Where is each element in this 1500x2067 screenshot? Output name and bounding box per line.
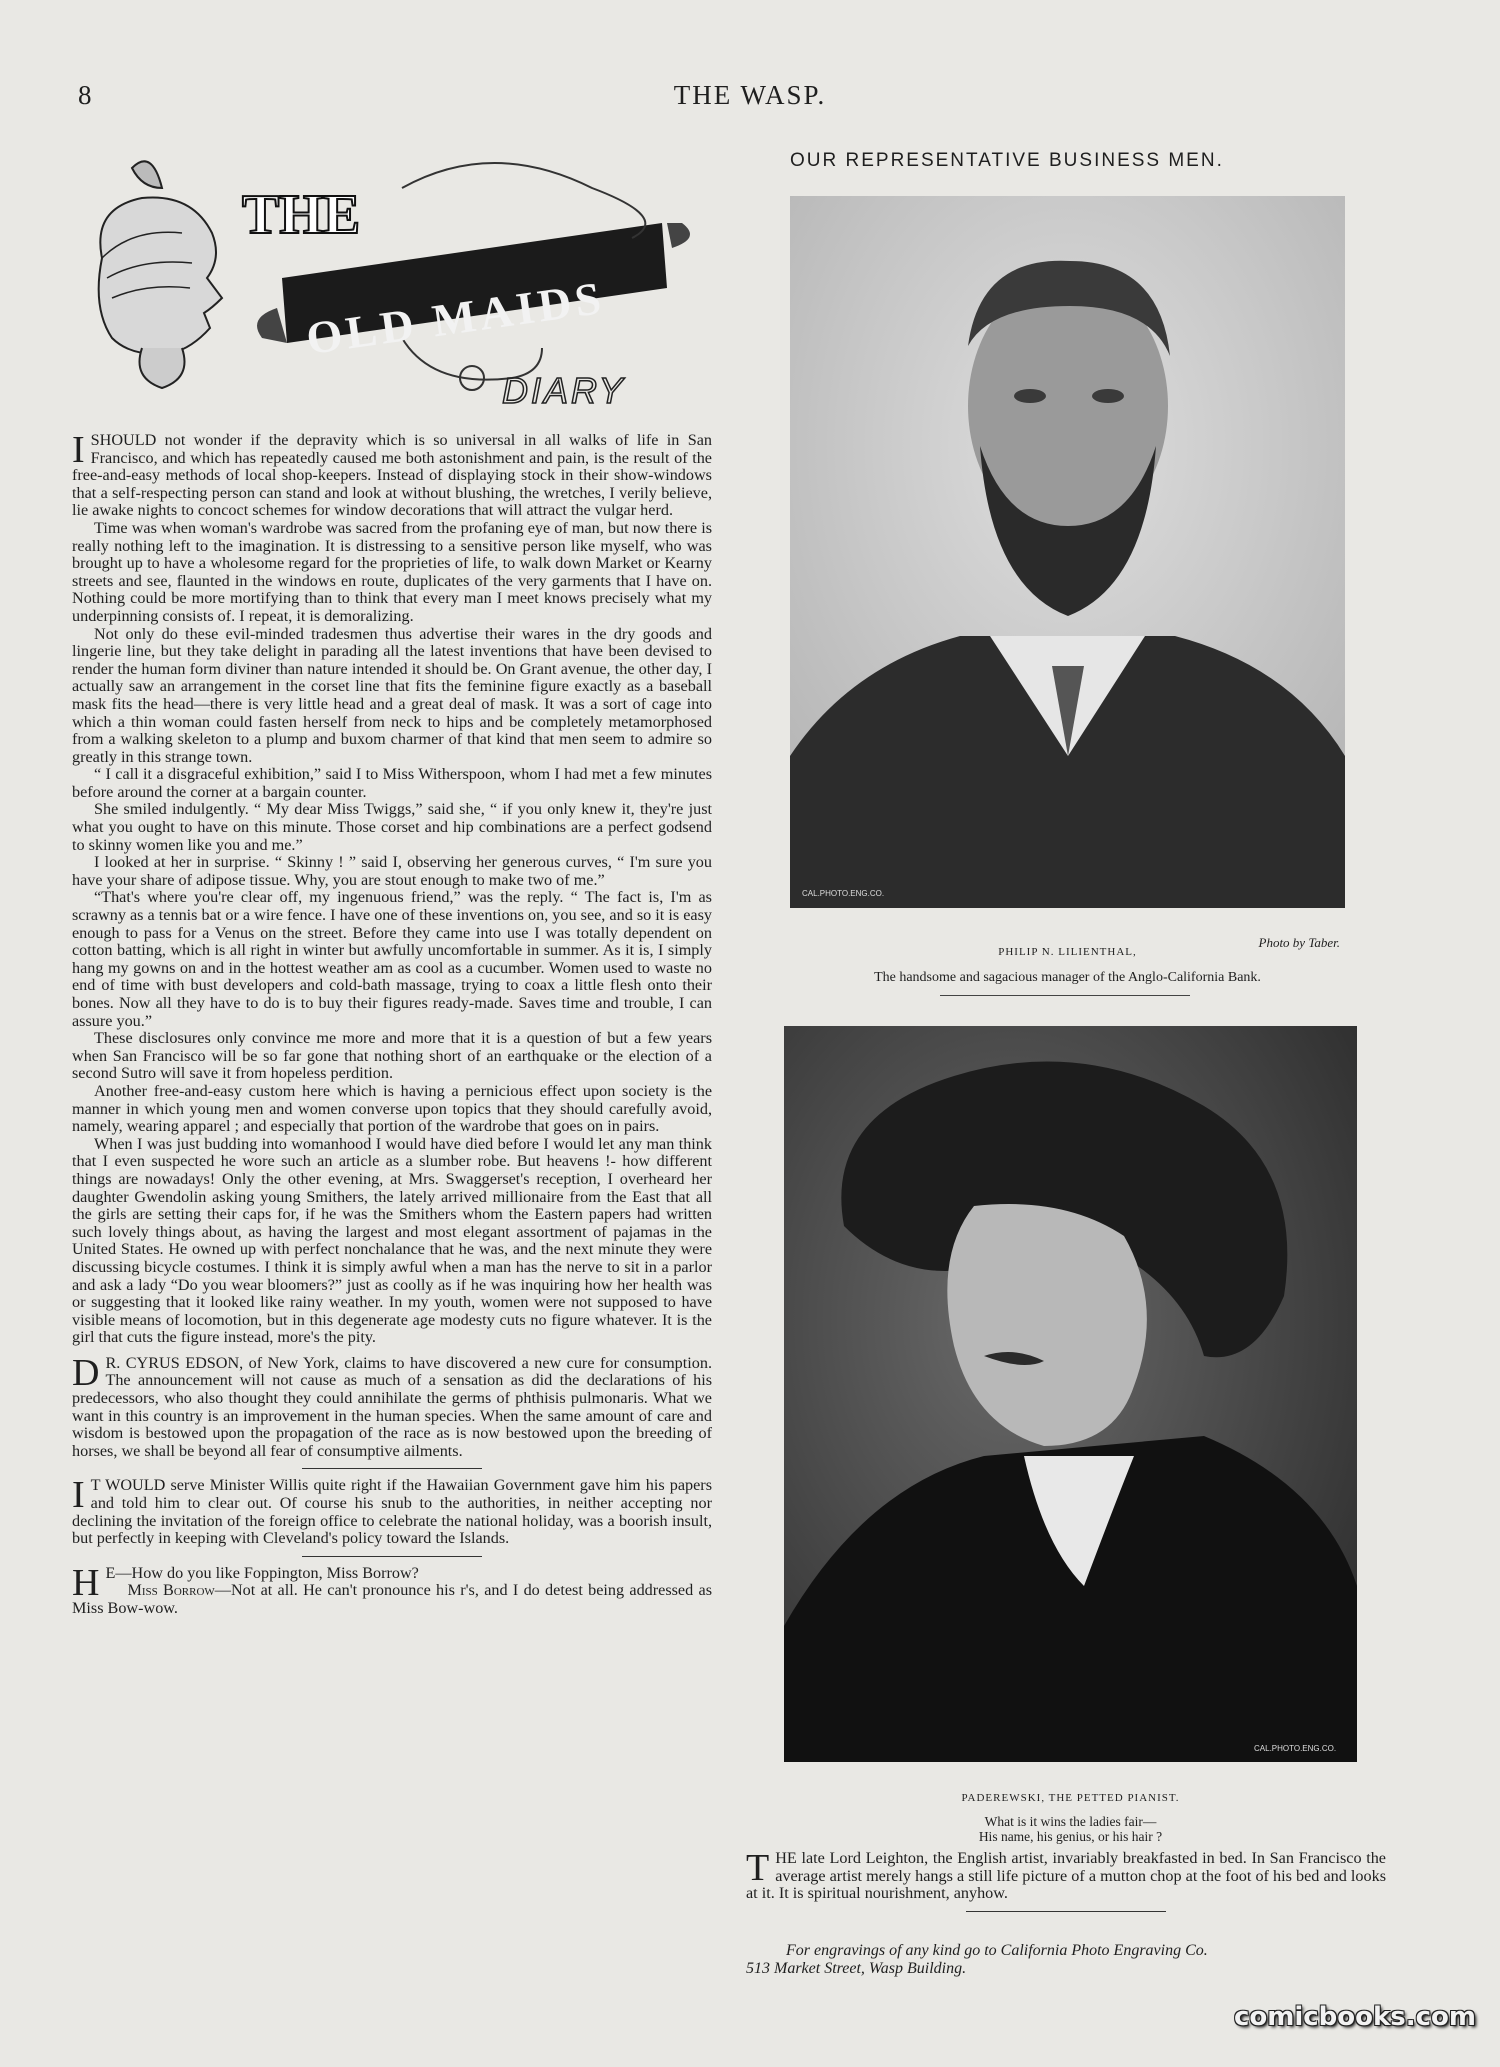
diary-paragraph: When I was just budding into womanhood I would have died before I would let any man think that I even suspected he wore such an article as a slumber robe. But heavens !- how different things are nowadays! Only the other evening, at Mrs. Swaggerset's reception, I overheard her daughter Gwendolin asking young Smithers, the lately arrived millionaire from the East that all the girls are setting their caps for, if he was the Smithers whom the Eastern papers had written such lovely things about, as having the largest and most elegant assortment of pajamas in the United States. He owned up with perfect nonchalance that he was, and the next minute they were discussing bicycle costumes. I think it is simply awful when a man has the nerve to sit in a parlor and ask a lady “Do you wear bloomers?” just as coolly as if he was inquiring how her health was or suggesting that it looked like rainy weather. In my youth, women were not supposed to have visible means of locomotion, but in this degenerate age modesty cuts no figure whatever. It is the girl that cuts the figure instead, more's the pity. — [72, 1134, 712, 1347]
foppington-line1: E—How do you like Foppington, Miss Borrow? — [105, 1563, 419, 1582]
divider-rule — [302, 1468, 482, 1469]
engraver-credit: CAL.PHOTO.ENG.CO. — [802, 889, 885, 898]
diary-paragraph: ISHOULD not wonder if the depravity which is so universal in all walks of life in San Francisco, and which has repeatedly caused me both astonishment and pain, is the result of the free-and-easy methods of local shop-keepers. Instead of displaying stock in their show-windows that a self-respecting person can stand and look at without blushing, the wretches, I verily believe, lie awake nights to concoct schemes for window decorations that will attract the vulgar herd. — [72, 429, 712, 520]
foppington-item — [72, 1561, 712, 1618]
drop-cap: I — [72, 429, 85, 471]
portrait-photo-paderewski — [784, 1026, 1357, 1762]
page-number: 8 — [78, 80, 92, 110]
divider-rule — [302, 1556, 482, 1557]
masthead-word-the: THE — [242, 184, 361, 246]
diary-paragraph: “That's where you're clear off, my ingenuous friend,” was the reply. “ The fact is, I'm as scrawny as a tennis bat or a wire fence. I have one of these inventions on, you see, and so it is easy enough to pass for a Venus on the street. Before they came into use I was totally dependent on cotton batting, which is all right in winter but awfully uncomfortable in summer. As it is, I simply hang my gowns on and in the hottest weather am as cool as a cucumber. Women used to waste no end of time with bust developers and cold-bath massage, trying to coax a little flesh onto their bones. Now all they have to do is to buy their figures ready-made. Saves time and trouble, I can assure you.” — [72, 888, 712, 1030]
portrait-description-caption: The handsome and sagacious manager of the Anglo-California Bank. — [874, 970, 1261, 985]
diary-paragraph: Another free-and-easy custom here which is having a pernicious effect upon society is the manner in which young men and women converse upon topics that they should carefully avoid, namely, wearing apparel ; and especially that portion of the wardrobe that goes on in pairs. — [72, 1081, 712, 1136]
portrait-photo-lilienthal — [790, 196, 1345, 908]
photo-credit: Photo by Taber. — [1258, 935, 1340, 950]
diary-article — [72, 429, 712, 1347]
willis-text: T WOULD serve Minister Willis quite right if the Hawaiian Government gave him his papers and told him to clear out. Of course his snub to the authorities, in neither accepting nor declining the invitation of the foreign office to celebrate the national holiday, was a boorish insult, but perfectly in keeping with Cleveland's policy toward the Islands. — [72, 1476, 712, 1548]
section-heading: OUR REPRESENTATIVE BUSINESS MEN. — [790, 150, 1224, 171]
advertisement-line: 513 Market Street, Wasp Building. — [746, 1960, 967, 1977]
site-watermark: comicbooks.com — [1233, 2002, 1476, 2032]
portrait-verse-caption — [784, 1814, 1357, 1844]
verse-line: His name, his genius, or his hair ? — [978, 1829, 1163, 1844]
engraving-advertisement — [746, 1942, 1386, 1978]
foppington-line2: —Not at all. He can't pronounce his r's, and I do detest being addressed as Miss Bow-wow. — [72, 1581, 712, 1617]
foppington-speaker: Miss Borrow — [127, 1581, 215, 1600]
diary-paragraph: These disclosures only convince me more and more that it is a question of but a few years when San Francisco will be so far gone that nothing short of an earthquake or the election of a second Sutro will save it from hopeless perdition. — [72, 1029, 712, 1083]
leighton-text: HE late Lord Leighton, the English artist, invariably breakfasted in bed. In San Francisco the average artist merely hangs a still life picture of a mutton chop at the foot of his bed and looks at it. It is spiritual nourishment, anyhow. — [746, 1849, 1386, 1903]
willis-item — [72, 1474, 712, 1548]
old-maid-portrait-illustration — [99, 161, 222, 388]
diary-paragraph: She smiled indulgently. “ My dear Miss Twiggs,” said she, “ if you only knew it, they're just what you ought to have on this minute. Those corset and hip combinations are a perfect godsend to skinny women like you and me.” — [72, 800, 712, 854]
diary-paragraph: Not only do these evil-minded tradesmen thus advertise their wares in the dry goods and lingerie line, but they take delight in parading all the latest inventions that have been devised to render the human form diviner than nature intended it should be. On Grant avenue, the other day, I actually saw an arrangement in the corset line that fits the feminine figure exactly as a baseball mask fits the head—there is very little head and a great deal of mask. It was a sort of cage into which a thin woman could fasten herself from neck to hips and be completely metamorphosed from a walking skeleton to a plump and buxom charmer of that kind that men seem to admire so greatly in this strange town. — [72, 624, 712, 766]
publication-title: THE WASP. — [673, 80, 827, 110]
engraver-credit: CAL.PHOTO.ENG.CO. — [1254, 1744, 1337, 1753]
drop-cap: D — [72, 1351, 100, 1394]
masthead-word-old-maids: OLD MAIDS — [303, 271, 608, 365]
drop-cap: I — [72, 1474, 85, 1517]
left-column — [72, 429, 712, 1618]
drop-cap: T — [746, 1847, 770, 1889]
advertisement-line: For engravings of any kind go to California Photo Engraving Co. — [786, 1942, 1208, 1959]
diary-paragraph: Time was when woman's wardrobe was sacred from the profaning eye of man, but now there is really nothing left to the imagination. It is distressing to a sensitive person like myself, who was brought up to have a wholesome regard for the proprieties of life, to walk down Market or Kearny streets and see, flaunted in the windows en route, duplicates of the very garments that I have on. Nothing could be more mortifying than to think that every man I meet knows precisely what my underpinning consists of. I repeat, it is demoralizing. — [72, 518, 712, 625]
edson-item — [72, 1351, 712, 1461]
diary-paragraph: “ I call it a disgraceful exhibition,” said I to Miss Witherspoon, whom I had met a few minutes before around the corner at a bargain counter. — [72, 765, 712, 801]
old-maids-diary-masthead — [72, 148, 712, 418]
edson-text: R. CYRUS EDSON, of New York, claims to have discovered a new cure for consumption. The announcement will not cause as much of a sensation as did the declarations of his predecessors, who also thought they could annihilate the germs of phthisis pulmonaris. What we want in this country is an improvement in the human species. When the same amount of care and wisdom is bestowed upon the propagation of the race as is now bestowed upon the breeding of horses, we shall be beyond all fear of consumptive ailments. — [72, 1353, 712, 1460]
masthead-word-diary: DIARY — [502, 370, 626, 411]
portrait-name-caption: PADEREWSKI, THE PETTED PIANIST. — [961, 1792, 1180, 1804]
drop-cap: H — [72, 1561, 100, 1604]
verse-line: What is it wins the ladies fair— — [984, 1814, 1157, 1829]
divider-rule — [940, 995, 1190, 996]
diary-paragraph: I looked at her in surprise. “ Skinny ! ” said I, observing her generous curves, “ I'm sure you have your share of adipose tissue. Why, you are stout enough to make two of me.” — [72, 853, 712, 889]
leighton-item — [746, 1847, 1386, 1903]
right-column-text — [746, 1847, 1386, 1920]
divider-rule — [966, 1911, 1166, 1912]
portrait-name-caption: PHILIP N. LILIENTHAL, — [998, 946, 1137, 958]
